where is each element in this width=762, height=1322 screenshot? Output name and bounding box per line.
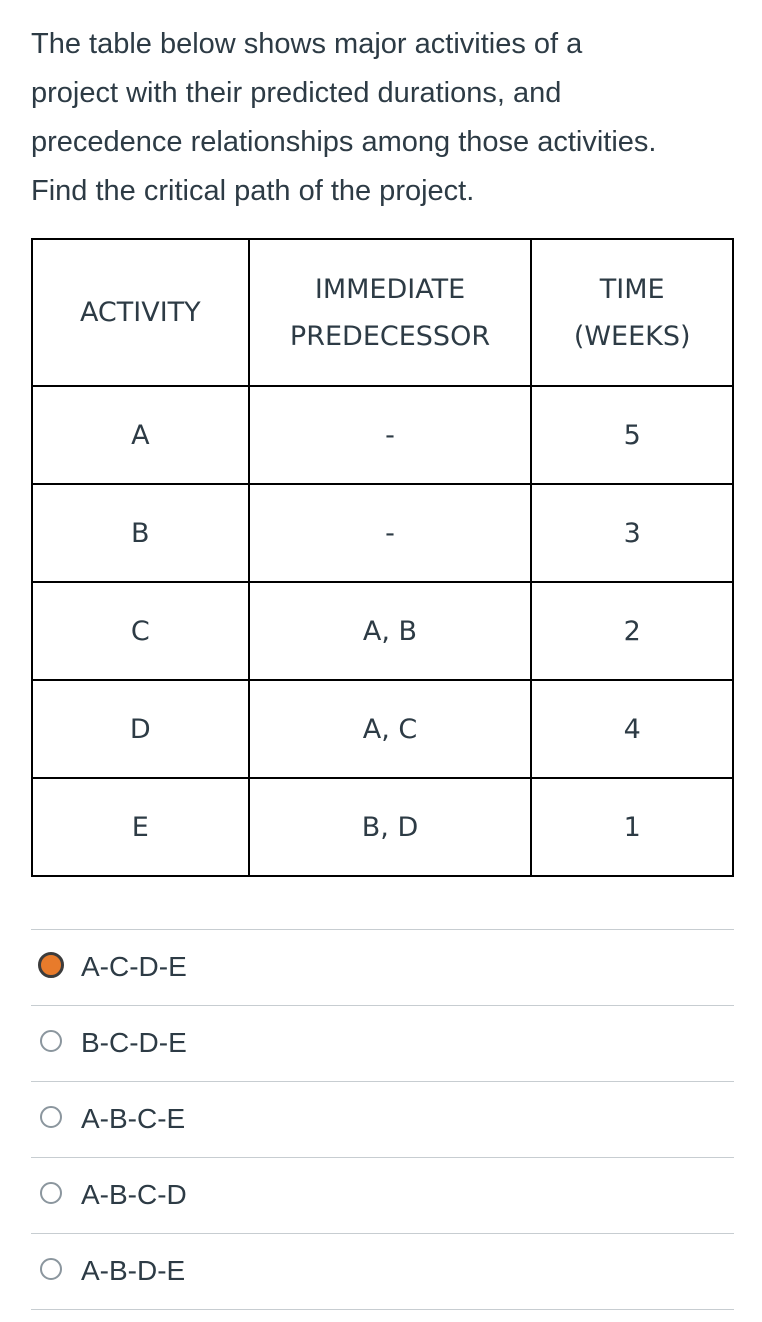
question-text <box>31 20 741 216</box>
radio-button[interactable] <box>40 1030 62 1052</box>
activity-table <box>31 238 734 877</box>
table-row <box>32 484 733 582</box>
cell-activity: C <box>32 582 249 680</box>
header-predecessor: IMMEDIATE PREDECESSOR <box>249 239 532 386</box>
radio-button[interactable] <box>38 952 64 978</box>
cell-activity: B <box>32 484 249 582</box>
answer-option-label[interactable]: A-B-C-E <box>81 1103 186 1134</box>
cell-predecessor: A, B <box>249 582 532 680</box>
table-row <box>32 680 733 778</box>
cell-predecessor: A, C <box>249 680 532 778</box>
cell-time: 3 <box>531 484 733 582</box>
answer-option[interactable] <box>31 1006 734 1082</box>
cell-predecessor: - <box>249 386 532 484</box>
cell-time: 4 <box>531 680 733 778</box>
answer-option-label[interactable]: A-C-D-E <box>81 951 187 982</box>
answer-option-label[interactable]: A-B-C-D <box>81 1179 187 1210</box>
question-line: The table below shows major activities of a <box>31 28 583 60</box>
answer-option[interactable] <box>31 1234 734 1310</box>
cell-activity: E <box>32 778 249 876</box>
table-row <box>32 386 733 484</box>
cell-predecessor: - <box>249 484 532 582</box>
answer-options <box>31 929 734 1310</box>
table-row <box>32 778 733 876</box>
question-line: Find the critical path of the project. <box>31 175 475 207</box>
cell-activity: D <box>32 680 249 778</box>
answer-option[interactable] <box>31 1082 734 1158</box>
header-time: TIME (WEEKS) <box>531 239 733 386</box>
cell-predecessor: B, D <box>249 778 532 876</box>
cell-time: 1 <box>531 778 733 876</box>
question-line: project with their predicted durations, and <box>31 77 562 109</box>
answer-option-label[interactable]: B-C-D-E <box>81 1027 187 1058</box>
table-header-row <box>32 239 733 386</box>
table-row <box>32 582 733 680</box>
radio-button[interactable] <box>40 1106 62 1128</box>
radio-button[interactable] <box>40 1182 62 1204</box>
cell-time: 2 <box>531 582 733 680</box>
question-line: precedence relationships among those activities. <box>31 126 657 158</box>
cell-activity: A <box>32 386 249 484</box>
radio-button[interactable] <box>40 1258 62 1280</box>
answer-option[interactable] <box>31 1158 734 1234</box>
answer-option-label[interactable]: A-B-D-E <box>81 1255 186 1286</box>
answer-option[interactable] <box>31 930 734 1006</box>
header-activity: ACTIVITY <box>32 239 249 386</box>
cell-time: 5 <box>531 386 733 484</box>
